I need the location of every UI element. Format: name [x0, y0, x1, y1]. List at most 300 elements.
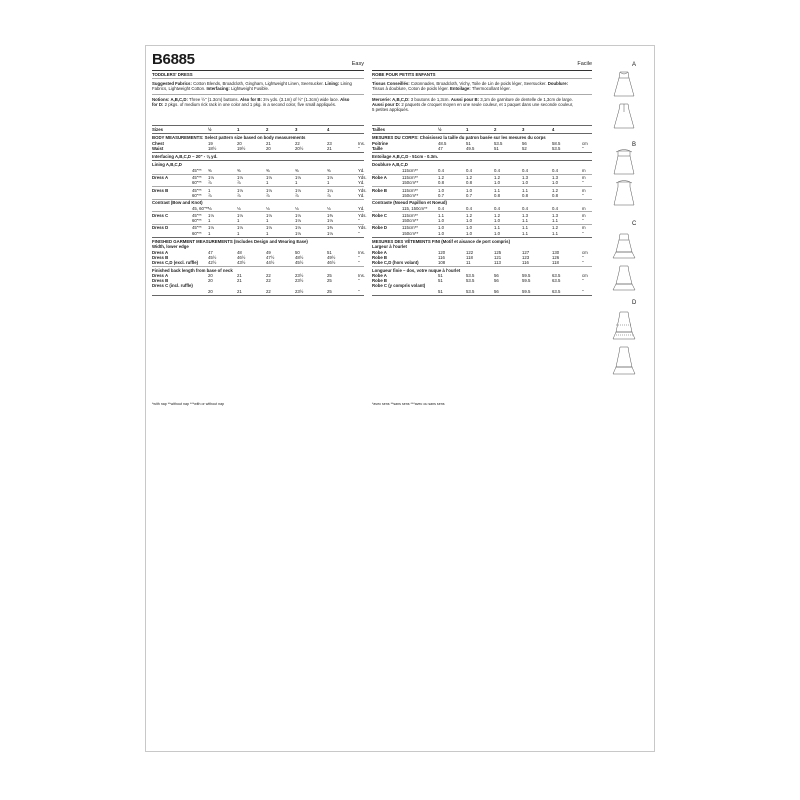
cell-value: 0.4 [438, 167, 444, 173]
lining-row [152, 168, 364, 173]
cell-value: 53.5 [552, 145, 561, 151]
cell-value: 1.0 [438, 218, 444, 224]
cell-value: 1.0 [552, 180, 558, 186]
cell-value: 53.5 [466, 278, 475, 284]
fabric-width: 150cm** [402, 180, 419, 186]
cell-value: 1.0 [522, 180, 528, 186]
cell-value: 1.0 [438, 225, 444, 231]
view-label-b: B [632, 142, 637, 148]
row-label: Waist [152, 145, 164, 151]
row-label: Dress A [152, 272, 169, 278]
table-row [152, 206, 364, 211]
cell-value: 20 [266, 145, 271, 151]
section-heading: Lining A,B,C,D [152, 162, 182, 168]
cell-value: 1.0 [466, 225, 472, 231]
unit: m [582, 187, 586, 193]
cell-value: 25 [327, 278, 332, 284]
cell-value: 1.2 [466, 212, 472, 218]
cell-value: 1.3 [552, 212, 558, 218]
cell-value: 44½ [266, 260, 275, 266]
cell-value: 1 [208, 218, 211, 224]
unit: " [358, 254, 360, 260]
cell-value: 1.1 [494, 225, 500, 231]
fabrics-en: Suggested Fabrics: Cotton Blends, Broadcloth, Gingham, Lightweight Linen, Seersucker. Lining: Lining Fabrics, Lightweight Cotton. Interfacing: Lightweight Fusible. [152, 81, 352, 92]
fabric-width: 115cm** [402, 175, 418, 181]
fabric-width: 45, 60"** [192, 205, 209, 211]
cell-value: ⅛ [237, 205, 241, 211]
cell-value: 1 [266, 180, 269, 186]
cell-value: 1.0 [494, 230, 500, 236]
yardage-table-en [152, 124, 367, 297]
unit: Yd. [358, 167, 365, 173]
section-heading: Contrast (Bow and Knot) [152, 200, 203, 206]
cell-value: 0.4 [552, 167, 558, 173]
section-heading: Entoilage A,B,C,D - 51cm - 0.3m. [372, 154, 438, 160]
cell-value: ⅞ [208, 180, 212, 186]
fabric-width: 45"** [192, 187, 202, 193]
cell-value: 116 [522, 260, 529, 266]
cell-value: 0.4 [494, 205, 500, 211]
cell-value: 1⅛ [295, 230, 301, 236]
cell-value: 51 [438, 272, 443, 278]
cell-value: 0.4 [438, 205, 444, 211]
row-label: Poitrine [372, 140, 388, 146]
cell-value: 22 [295, 140, 300, 146]
cell-value: 1.1 [522, 230, 528, 236]
cell-value: 1⅛ [237, 175, 243, 181]
cell-value: 1.0 [466, 230, 472, 236]
cell-value: 1 [295, 180, 298, 186]
cell-value: 1¼ [327, 187, 333, 193]
cell-value: 21 [266, 140, 271, 146]
cell-value: 3 [522, 127, 525, 132]
cell-value: 19½ [237, 145, 246, 151]
cell-value: 1 [327, 180, 330, 186]
unit: Yds. [358, 212, 367, 218]
cell-value: ⅛ [327, 205, 331, 211]
cell-value: 0.4 [466, 205, 472, 211]
cell-value: 48 [237, 249, 242, 255]
cell-value: 48½ [295, 254, 304, 260]
footnote-fr: *avec sens **sans sens ***avec ou sans sens [372, 402, 445, 406]
cell-value: ⅜ [295, 167, 299, 173]
cell-value: 23½ [295, 288, 304, 294]
cell-value: 45½ [208, 254, 217, 260]
fabric-width: 60"** [192, 230, 202, 236]
english-column [152, 46, 367, 466]
unit: Yd. [358, 180, 365, 186]
unit: cm [582, 140, 588, 146]
view-d-back-icon [613, 347, 635, 374]
cell-value: 47 [438, 145, 443, 151]
title-fr: ROBE POUR PETITS ENFANTS [372, 72, 436, 77]
cell-value: 116 [438, 254, 445, 260]
fabric-width: 115, 150cm** [402, 205, 428, 211]
cell-value: 0.8 [494, 192, 500, 198]
view-a-back-icon [614, 104, 634, 128]
row-label: Robe B [372, 187, 388, 193]
cell-value: 1.2 [552, 225, 558, 231]
cell-value: 59.5 [522, 288, 531, 294]
section-heading: Width, lower edge [152, 244, 189, 250]
cell-value: 20 [208, 272, 213, 278]
cell-value: 45½ [295, 260, 304, 266]
cell-value: ½ [438, 127, 442, 132]
row-label: Dress D [152, 225, 169, 231]
view-d-front-icon [613, 312, 635, 339]
cell-value: 0.7 [466, 192, 472, 198]
cell-value: 1⅛ [237, 212, 243, 218]
cell-value: 1 [266, 230, 269, 236]
table-row [152, 260, 364, 265]
cell-value: 1 [266, 218, 269, 224]
fabric-width: 150cm** [402, 192, 419, 198]
unit: Yd. [358, 205, 365, 211]
row-label: Dress B [152, 278, 169, 284]
cell-value: 1⅛ [295, 187, 301, 193]
cell-value: 47 [208, 249, 213, 255]
fabric-width: 150cm** [402, 230, 419, 236]
cell-value: 0.4 [522, 205, 528, 211]
cell-value: 1.1 [522, 187, 528, 193]
sizes-row [152, 127, 364, 132]
unit: " [582, 254, 584, 260]
cell-value: 1.0 [466, 218, 472, 224]
cell-value: 1 [208, 230, 211, 236]
cell-value: 23½ [295, 278, 304, 284]
row-label: Robe D [372, 225, 388, 231]
interfacing-row [152, 154, 364, 159]
row-label: Robe A [372, 272, 387, 278]
yardage-table-fr [372, 124, 592, 297]
cell-value: 0.8 [522, 192, 528, 198]
cell-value: 46½ [237, 254, 246, 260]
cell-value: ⅞ [295, 192, 299, 198]
unit: " [582, 180, 584, 186]
cell-value: 122 [466, 249, 474, 255]
cell-value: 21 [237, 272, 242, 278]
cell-value: 121 [494, 254, 502, 260]
cell-value: 50 [295, 249, 300, 255]
row-label: Robe A [372, 249, 387, 255]
cell-value: 18½ [208, 145, 217, 151]
cell-value: 20½ [295, 145, 304, 151]
cell-value: 0.8 [466, 180, 472, 186]
unit: m [582, 212, 586, 218]
table-row [372, 218, 592, 223]
cell-value: ⅜ [208, 167, 212, 173]
french-column [372, 46, 592, 466]
fabric-width: 45"** [192, 225, 202, 231]
cell-value: 1⅛ [208, 175, 214, 181]
cell-value: 25 [327, 272, 332, 278]
sizes-row [372, 127, 592, 132]
section-heading: BODY MEASUREMENTS: Select pattern size based on body measurements [152, 135, 306, 141]
cell-value: 56 [522, 140, 527, 146]
section-heading: Largeur à l'ourlet [372, 244, 407, 250]
cell-value: ⅛ [208, 205, 212, 211]
cell-value: 1.0 [438, 230, 444, 236]
row-label: Sizes [152, 127, 163, 132]
difficulty-fr: Facile [577, 61, 592, 67]
fabric-width: 150cm** [402, 218, 419, 224]
unit: " [582, 192, 584, 198]
cell-value: 118 [552, 260, 559, 266]
cell-value: 1 [237, 127, 240, 132]
row-label: Dress A [152, 175, 169, 181]
fabric-width: 45"** [192, 212, 202, 218]
cell-value: 1 [237, 230, 240, 236]
unit: cm [582, 249, 588, 255]
cell-value: 53.5 [466, 272, 475, 278]
row-label: Dress B [152, 254, 169, 260]
cell-value: 1⅛ [237, 225, 243, 231]
cell-value: ⅞ [327, 192, 331, 198]
cell-value: 120 [438, 249, 446, 255]
row-label: Robe B [372, 278, 388, 284]
table-row [152, 218, 364, 223]
cell-value: 53.5 [466, 288, 475, 294]
cell-value: 1 [237, 218, 240, 224]
cell-value: ⅜ [237, 167, 241, 173]
view-a-front-icon [614, 72, 634, 96]
cell-value: 51 [494, 145, 499, 151]
section-heading: Doublure A,B,C,D [372, 162, 408, 168]
row-label: Dress B [152, 187, 169, 193]
cell-value: ⅜ [266, 167, 270, 173]
cell-value: 0.4 [552, 205, 558, 211]
row-label: Dress C [152, 212, 169, 218]
cell-value: 0.8 [438, 180, 444, 186]
unit: " [358, 288, 360, 294]
title-en: TODDLERS' DRESS [152, 72, 193, 77]
cell-value: 19 [208, 140, 213, 146]
cell-value: 46½ [327, 260, 336, 266]
unit: Yds. [358, 225, 367, 231]
unit: Yds. [358, 175, 367, 181]
cell-value: 0.4 [494, 167, 500, 173]
cell-value: 22 [266, 288, 271, 294]
unit: Ins. [358, 140, 365, 146]
difficulty-en: Easy [351, 61, 364, 67]
view-b-back-icon [614, 181, 634, 206]
fabric-width: 115cm** [402, 212, 418, 218]
cell-value: ⅜ [327, 167, 331, 173]
cell-value: 1⅛ [208, 212, 214, 218]
cell-value: 51 [438, 278, 443, 284]
cell-value: 22 [266, 272, 271, 278]
row-label: Robe C [372, 212, 388, 218]
cell-value: 1 [208, 187, 211, 193]
cell-value: 1⅛ [266, 187, 272, 193]
cell-value: 130 [552, 249, 560, 255]
table-row [152, 289, 364, 294]
table-row [152, 193, 364, 198]
unit: " [582, 230, 584, 236]
row-label: Dress A [152, 249, 169, 255]
cell-value: 1⅛ [327, 230, 333, 236]
section-heading: MESURES DES VÊTEMENTS FINI (Motif et aisance de port compris) [372, 239, 510, 245]
cell-value: 1⅛ [327, 175, 333, 181]
cell-value: 1.3 [522, 175, 528, 181]
cell-value: ⅞ [237, 180, 241, 186]
cell-value: 118 [466, 254, 473, 260]
pattern-envelope-back [145, 45, 655, 752]
cell-value: 49 [266, 249, 271, 255]
cell-value: 23½ [295, 272, 304, 278]
row-label: Dress C (incl. ruffle) [152, 283, 193, 289]
cell-value: 21 [327, 145, 332, 151]
cell-value: 126 [552, 254, 560, 260]
table-row [152, 231, 364, 236]
interfacing-row [372, 154, 592, 159]
fabric-width: 60"** [192, 218, 202, 224]
cell-value: 1.0 [438, 187, 444, 193]
unit: " [582, 218, 584, 224]
view-label-a: A [632, 62, 637, 68]
row-label: Robe B [372, 254, 388, 260]
cell-value: ⅞ [237, 192, 241, 198]
view-c-front-icon [613, 234, 635, 258]
row-label: Robe C (y compris volant) [372, 283, 426, 289]
cell-value: 1⅛ [266, 175, 272, 181]
cell-value: 21 [237, 288, 242, 294]
cell-value: 1⅜ [327, 212, 333, 218]
unit: m [582, 167, 586, 173]
cell-value: 11 [466, 260, 471, 266]
cell-value: 1.0 [494, 180, 500, 186]
fabric-width: 115cm** [402, 225, 418, 231]
cell-value: 23 [327, 140, 332, 146]
fabric-width: 45"** [192, 167, 202, 173]
unit: Ins. [358, 272, 365, 278]
section-heading: Finished back length from base of neck [152, 267, 233, 273]
fabric-width: 60"** [192, 180, 202, 186]
cell-value: 63.5 [552, 272, 561, 278]
cell-value: 1⅛ [295, 212, 301, 218]
cell-value: 20 [208, 278, 213, 284]
unit: " [358, 145, 360, 151]
section-heading: Contraste (Noeud Papillon et Noeud) [372, 200, 447, 206]
cell-value: 59.5 [522, 278, 531, 284]
unit: " [358, 218, 360, 224]
cell-value: 125 [494, 249, 502, 255]
unit: Yds. [358, 187, 367, 193]
cell-value: 123 [522, 254, 530, 260]
view-label-d: D [632, 300, 637, 306]
table-row [372, 193, 592, 198]
pattern-number: B6885 [152, 51, 195, 68]
view-b-front-icon [614, 150, 634, 175]
cell-value: 1⅛ [237, 187, 243, 193]
cell-value: 1⅜ [327, 225, 333, 231]
cell-value: 58.5 [552, 140, 561, 146]
cell-value: 53.5 [494, 140, 503, 146]
cell-value: 56 [494, 288, 499, 294]
unit: Ins. [358, 249, 365, 255]
cell-value: 1⅛ [208, 225, 214, 231]
table-row [372, 206, 592, 211]
row-label: Robe C,D (hors volant) [372, 260, 419, 266]
unit: " [582, 145, 584, 151]
cell-value: 1.1 [494, 187, 500, 193]
section-heading: MESURES DU CORPS: Choisissez la taille du patron basée sur les mesures du corps [372, 135, 546, 141]
footnote-en: *with nap **without nap ***with or without nap [152, 402, 225, 406]
unit: " [358, 278, 360, 284]
cell-value: 1.2 [552, 187, 558, 193]
cell-value: ⅛ [266, 205, 270, 211]
lining-row [372, 168, 592, 173]
cell-value: 0.4 [466, 167, 472, 173]
table-row [372, 180, 592, 185]
cell-value: 108 [438, 260, 446, 266]
cell-value: 1.2 [438, 175, 444, 181]
table-row [152, 180, 364, 185]
fabric-width: 115cm** [402, 167, 418, 173]
cell-value: 49½ [327, 254, 336, 260]
row-label: Chest [152, 140, 164, 146]
cell-value: 48.5 [438, 140, 447, 146]
cell-value: 20 [208, 288, 213, 294]
section-heading: Longueur finie – dos, votre nuque à l'ourlet [372, 267, 461, 273]
cell-value: 1.3 [552, 175, 558, 181]
cell-value: 51 [438, 288, 443, 294]
cell-value: 49.5 [466, 145, 475, 151]
cell-value: 1.3 [522, 212, 528, 218]
cell-value: 59.5 [522, 272, 531, 278]
cell-value: 47½ [266, 254, 275, 260]
cell-value: 1⅛ [295, 175, 301, 181]
cell-value: 56 [494, 272, 499, 278]
unit: cm [582, 272, 588, 278]
cell-value: 3 [295, 127, 298, 132]
cell-value: 1⅛ [266, 212, 272, 218]
unit: " [582, 260, 584, 266]
cell-value: 1.1 [522, 218, 528, 224]
cell-value: 63.5 [552, 278, 561, 284]
cell-value: 52 [522, 145, 527, 151]
cell-value: 4 [327, 127, 330, 132]
cell-value: 2 [266, 127, 269, 132]
fabrics-fr: Tissus Conseillés: Cotonnades, Broadcloth, Vichy, Toile de Lin de poids léger, Seersucker. Doublure: Tissus à doublure, Coton de poids léger. Entoilage: Thermocollant léger. [372, 81, 569, 92]
cell-value: 51 [327, 249, 332, 255]
cell-value: 21 [237, 278, 242, 284]
unit: " [358, 260, 360, 266]
unit: m [582, 225, 586, 231]
cell-value: 1.2 [494, 175, 500, 181]
cell-value: 43½ [237, 260, 246, 266]
cell-value: 113 [494, 260, 501, 266]
waist-row [372, 146, 592, 151]
cell-value: 56 [494, 278, 499, 284]
cell-value: 1.1 [438, 212, 444, 218]
cell-value: 63.5 [552, 288, 561, 294]
cell-value: 25 [327, 288, 332, 294]
cell-value: 1⅛ [295, 218, 301, 224]
cell-value: 1⅛ [327, 218, 333, 224]
view-label-c: C [632, 221, 637, 227]
table-row [372, 231, 592, 236]
unit: m [582, 205, 586, 211]
unit: m [582, 175, 586, 181]
notions-en: Notions: A,B,C,D: Three ½" (1.3cm) buttons. Also for B: 3⅛ yds. (3.1m) of ½" (1.3cm) wide lace. Also for D: 2 pkgs. of medium rick rack in one color and 1 pkg. in a second color, five small appliqués. [152, 96, 350, 107]
cell-value: 1.2 [494, 212, 500, 218]
unit: Yd. [358, 192, 365, 198]
cell-value: 1.1 [522, 225, 528, 231]
notions-fr: Mercerie: A,B,C,D: 3 boutons de 1,3cm. Aussi pour B: 3,1m de garniture de dentelle de 1,3cm de large. Aussi pour D: 2 paquets de croquet moyen en une seule couleur, et 1 paquet dans une seconde couleur, 5 petites appliqués. [372, 96, 574, 113]
cell-value: 51 [466, 140, 471, 146]
cell-value: ½ [208, 127, 212, 132]
